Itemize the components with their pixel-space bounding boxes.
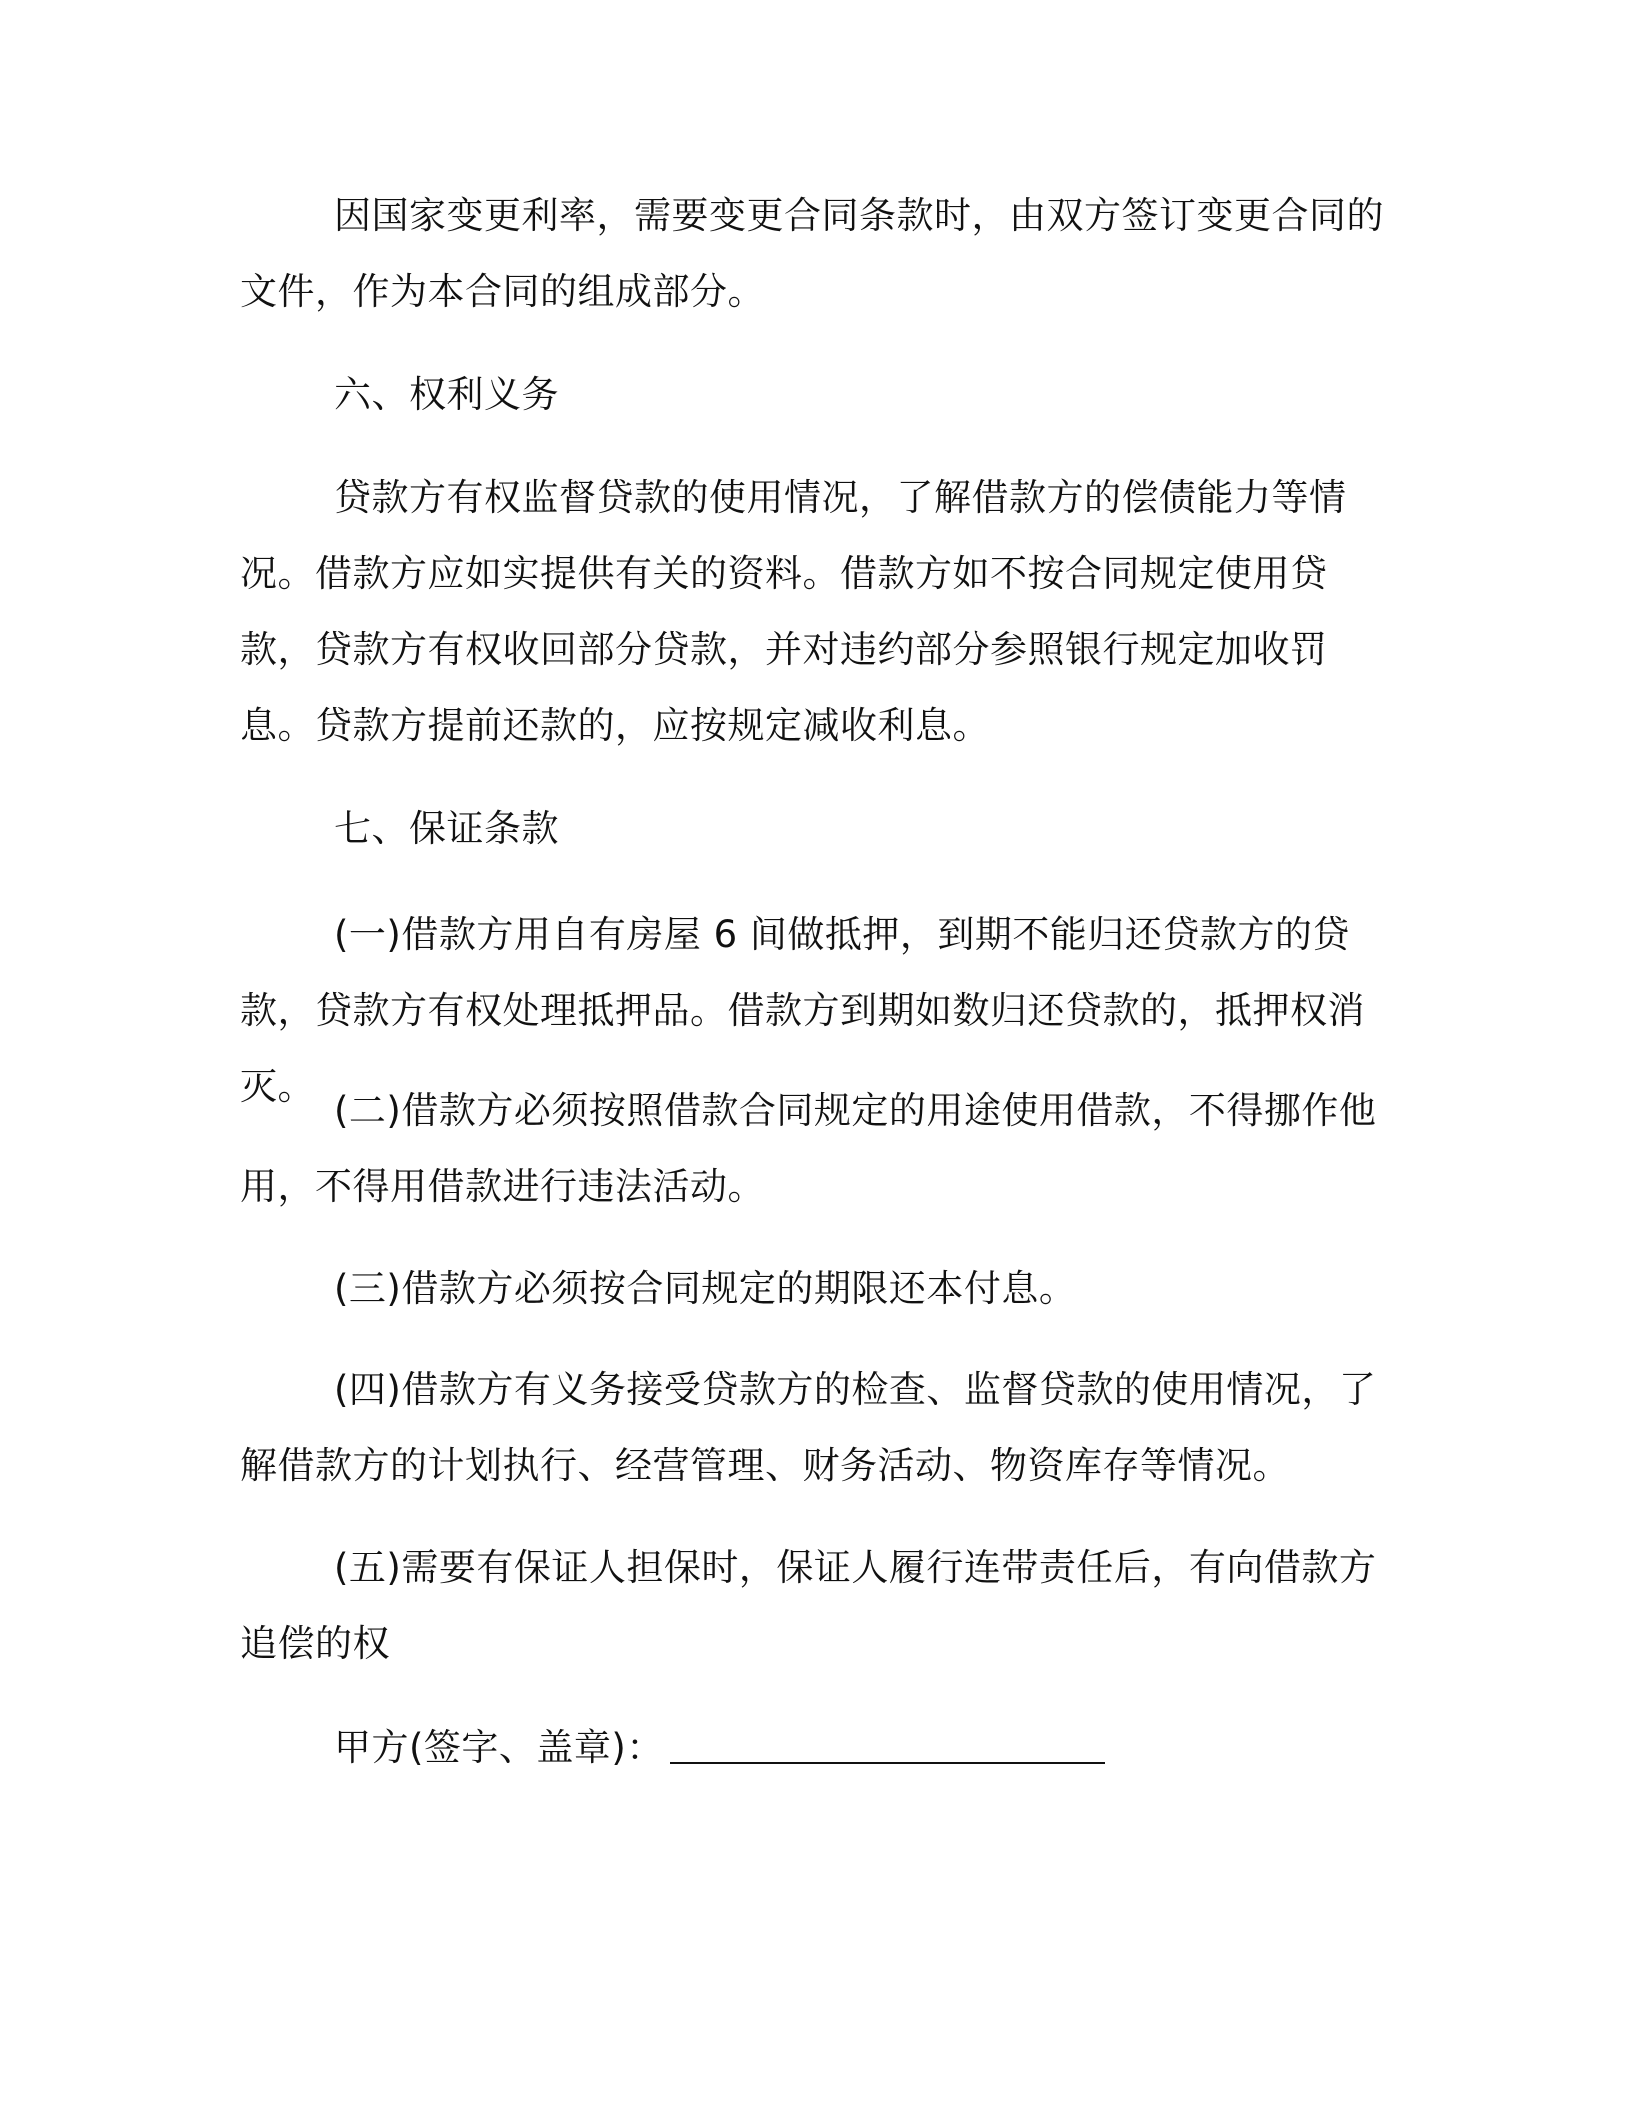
heading-guarantee-terms: 七、保证条款: [334, 807, 559, 850]
paragraph-rights-obligations: 贷款方有权监督贷款的使用情况，了解借款方的偿债能力等情况。借款方应如实提供有关的资料。借款方如不按合同规定使用贷款，贷款方有权收回部分贷款，并对违约部分参照银行规定加收罚息。贷款方提前还款的，应按规定减收利息。: [240, 476, 1347, 747]
paragraph-guarantee-4: (四)借款方有义务接受贷款方的检查、监督贷款的使用情况，了解借款方的计划执行、经营管理、财务活动、物资库存等情况。: [240, 1368, 1377, 1487]
paragraph-guarantee-5: (五)需要有保证人担保时，保证人履行连带责任后，有向借款方追偿的权: [240, 1546, 1377, 1665]
signature-label: 甲方(签字、盖章)：: [334, 1726, 664, 1769]
signature-line-party-a: [240, 1710, 1390, 1786]
paragraph-guarantee-2: (二)借款方必须按照借款合同规定的用途使用借款，不得挪作他用，不得用借款进行违法活动。: [240, 1089, 1377, 1208]
signature-blank[interactable]: [670, 1732, 1105, 1764]
paragraph-guarantee-1: (一)借款方用自有房屋 6 间做抵押，到期不能归还贷款方的贷款，贷款方有权处理抵押品。借款方到期如数归还贷款的，抵押权消灭。: [240, 913, 1365, 1108]
paragraph-rate-change: 因国家变更利率，需要变更合同条款时，由双方签订变更合同的文件，作为本合同的组成部分。: [240, 194, 1384, 313]
paragraph-guarantee-3: (三)借款方必须按合同规定的期限还本付息。: [334, 1267, 1077, 1310]
heading-rights-obligations: 六、权利义务: [334, 373, 559, 416]
